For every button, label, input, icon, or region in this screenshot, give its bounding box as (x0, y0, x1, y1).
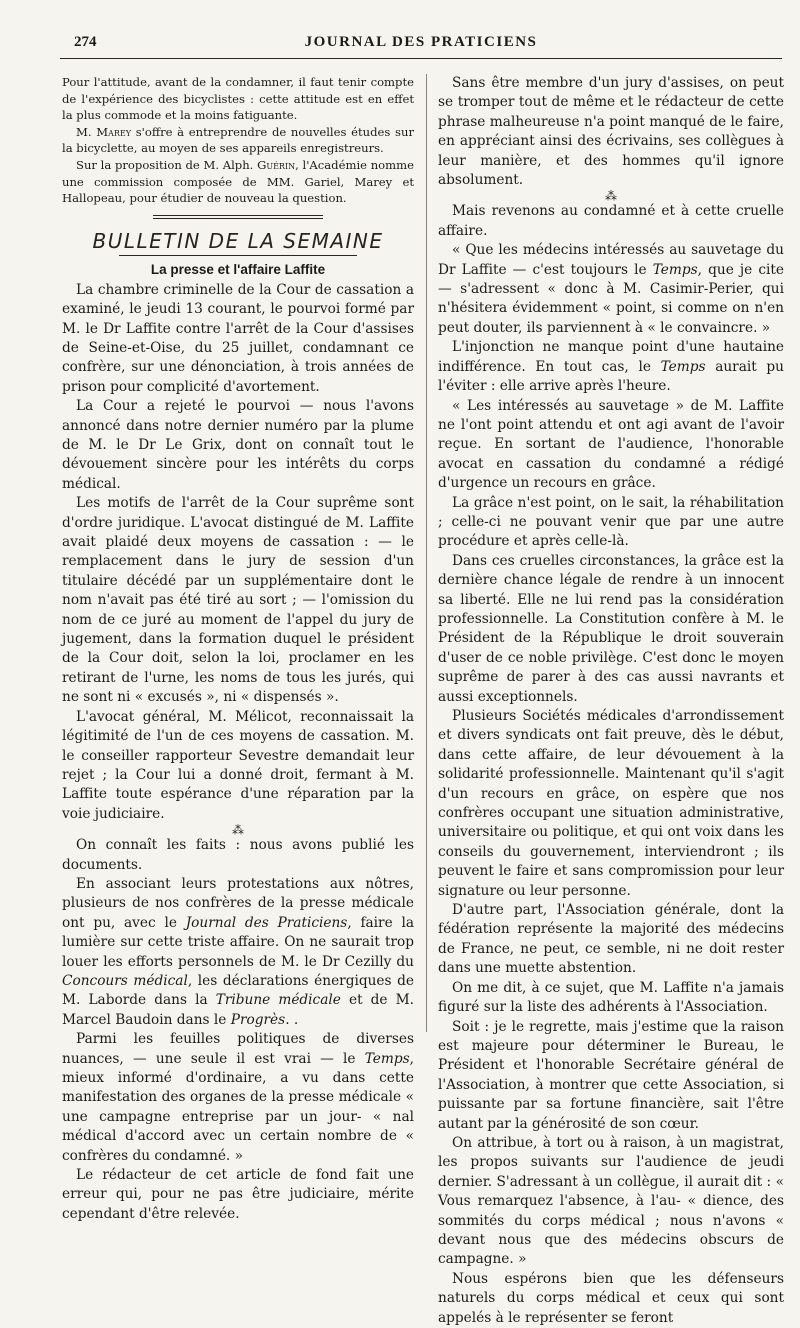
right-column (438, 74, 784, 1328)
article-paragraph: Les motifs de l'arrêt de la Cour suprême sont d'ordre juridique. L'avocat distingué de M. Laffite avait plaidé deux moyens de cassation : — le remplacement dans le jury de session d'un titulaire décédé par un supplémentaire dont le nom n'avait pas été tiré au sort ; — l'omission du nom de ce juré au moment de l'appel du jury de jugement, dans la formation duquel le président de la Cour doit, selon la loi, proclamer en les retirant de l'urne, les noms de tous les jurés, qui ne sont ni « excusés », ni « dispensés ». (62, 495, 414, 706)
left-column (62, 74, 414, 1224)
article-paragraph: On attribue, à tort ou à raison, à un magistrat, les propos suivants sur l'audience de jeudi dernier. S'adressant à un collègue, il aurait dit : « Vous remarquez l'absence, à l'au- « dience, des sommités du corps médical ; nous n'avons « devant nous que des médecins obscurs de campagne. » (438, 1134, 784, 1268)
section-stars: ⁂ (232, 823, 244, 838)
article-paragraph: La grâce n'est point, on le sait, la réhabilitation ; celle-ci ne pouvant venir que par une autre procédure et après celle-là. (438, 494, 784, 550)
page-number: 274 (74, 34, 97, 50)
article-paragraph: Dans ces cruelles circonstances, la grâce est la dernière chance légale de rendre à un innocent sa liberté. Elle ne lui rend pas la considération professionnelle. La Constitution confère à M. le Président de la République le droit souverain d'user de ce noble privilège. C'est donc le moyen suprême de parer à des cas aussi navrants et aussi exceptionnels. (438, 552, 784, 705)
article-paragraph: « Les intéressés au sauvetage » de M. Laffite ne l'ont point attendu et ont agi avant de l'avoir reçue. En sortant de l'audience, l'honorable avocat en cassation du condamné a rédigé d'urgence un recours en grâce. (438, 397, 784, 492)
article-paragraph: On connaît les faits : nous avons publié les documents. (62, 837, 414, 873)
journal-title: JOURNAL DES PRATICIENS (304, 34, 538, 50)
article-paragraph: Sans être membre d'un jury d'assises, on peut se tromper tout de même et le rédacteur de cette phrase malheureuse n'a point manqué de le faire, en appréciant ainsi des écrivains, ses collègues à leur manière, et des hommes qu'il ignore absolument. (438, 75, 784, 189)
article-paragraph: Nous espérons bien que les défenseurs naturels du corps médical et ceux qui sont appelés à le représenter se feront (438, 1270, 784, 1326)
article-paragraph: L'avocat général, M. Mélicot, reconnaissait la légitimité de l'un de ces moyens de cassation. M. le conseiller rapporteur Sevestre demandait leur rejet ; la Cour lui a donné droit, fermant à M. Laffite toute espérance d'une réparation par la voie judiciaire. (62, 708, 414, 822)
article-paragraph: Mais revenons au condamné et à cette cruelle affaire. (438, 203, 784, 239)
article-paragraph: La chambre criminelle de la Cour de cassation a examiné, le jeudi 13 courant, le pourvoi formé par M. le Dr Laffite contre l'arrêt de la Cour d'assises de Seine-et-Oise, du 25 juillet, condamnant ce confrère, sur une dénonciation, à trois années de prison pour complicité d'avortement. (62, 281, 414, 395)
section-rule (153, 215, 323, 219)
intro-section (62, 74, 414, 207)
article-paragraph: En associant leurs protestations aux nôtres, plusieurs de nos confrères de la presse médicale ont pu, avec le Journal des Praticiens, faire la lumière sur cette triste affaire. On ne saurait trop louer les efforts personnels de M. le Dr Cezilly du Concours médical, les déclarations énergiques de M. Laborde dans la Tribune médicale et de M. Marcel Baudoin dans le Progrès. . (62, 875, 414, 1028)
article-body-b (62, 836, 414, 1224)
article-body-a (62, 281, 414, 824)
column-divider (426, 74, 427, 1032)
bulletin-underline (119, 255, 357, 256)
intro-paragraph: Sur la proposition de M. Alph. Guérin, l'Académie nomme une commission composée de MM. Gariel, Marey et Hallopeau, pour étudier de nouveau la question. (62, 157, 415, 206)
article-paragraph: D'autre part, l'Association générale, dont la fédération représente la majorité des médecins de France, ne peut, ce semble, ni ne doit rester dans une muette abstention. (438, 902, 784, 977)
section-stars: ⁂ (605, 189, 617, 204)
article-paragraph: On me dit, à ce sujet, que M. Laffite n'a jamais figuré sur la liste des adhérents à l'Association. (438, 979, 784, 1016)
article-paragraph: Soit : je le regrette, mais j'estime que la raison est majeure pour déterminer le Bureau, le Président et l'honorable Secrétaire général de l'Association, à montrer que cette Association, si puissante par sa fortune financière, sait l'être autant par la générosité de son cœur. (438, 1018, 784, 1132)
article-paragraph: « Que les médecins intéressés au sauvetage du Dr Laffite — c'est toujours le Temps, que je cite — s'adressent « donc à M. Casimir-Perier, qui n'hésitera évidemment « point, si comme on n'en peut douter, ils parviennent à « le convaincre. » (438, 242, 784, 336)
intro-paragraph: Pour l'attitude, avant de la condamner, il faut tenir compte de l'expérience des bicyclistes : cette attitude est en effet la plus commode et la moins fatiguante. (62, 75, 414, 123)
article-paragraph: Plusieurs Sociétés médicales d'arrondissement et divers syndicats ont fait preuve, dès le début, dans cette affaire, de leur dévouement à la solidarité professionnelle. Maintenant qu'il s'agit d'un recours en grâce, on espère que nos confrères occupant une situation administrative, universitaire ou politique, et qui ont voix dans les conseils du gouvernement, interviendront ; ils peuvent le faire et sans compromission pour leur signature ou leur personne. (438, 708, 784, 899)
page-header (60, 28, 782, 59)
article-paragraph: La Cour a rejeté le pourvoi — nous l'avons annoncé dans notre dernier numéro par la plume de M. le Dr Le Grix, dont on connaît tout le dévouement sincère pour les intérêts du corps médical. (62, 398, 414, 492)
article-paragraph: Parmi les feuilles politiques de diverses nuances, — une seule il est vrai — le Temps, mieux informé d'ordinaire, a vu dans cette manifestation des organes de la presse médicale « une campagne entreprise par un jour- « nal médical d'accord avec un certain nombre de « confrères du condamné. » (62, 1031, 414, 1164)
article-paragraph: L'injonction ne manque point d'une hautaine indifférence. En tout cas, le Temps aurait pu l'éviter : elle arrive après l'heure. (438, 339, 784, 395)
article-paragraph: Le rédacteur de cet article de fond fait une erreur qui, pour ne pas être judiciaire, mérite cependant d'être relevée. (62, 1167, 414, 1222)
right-body-a (438, 74, 784, 190)
right-body-b (438, 202, 784, 1328)
article-heading: La presse et l'affaire Laffite (150, 261, 326, 277)
bulletin-title: BULLETIN DE LA SEMAINE (92, 228, 384, 253)
intro-paragraph: M. Marey s'offre à entreprendre de nouvelles études sur la bicyclette, au moyen de ses appareils enregistreurs. (62, 124, 414, 156)
